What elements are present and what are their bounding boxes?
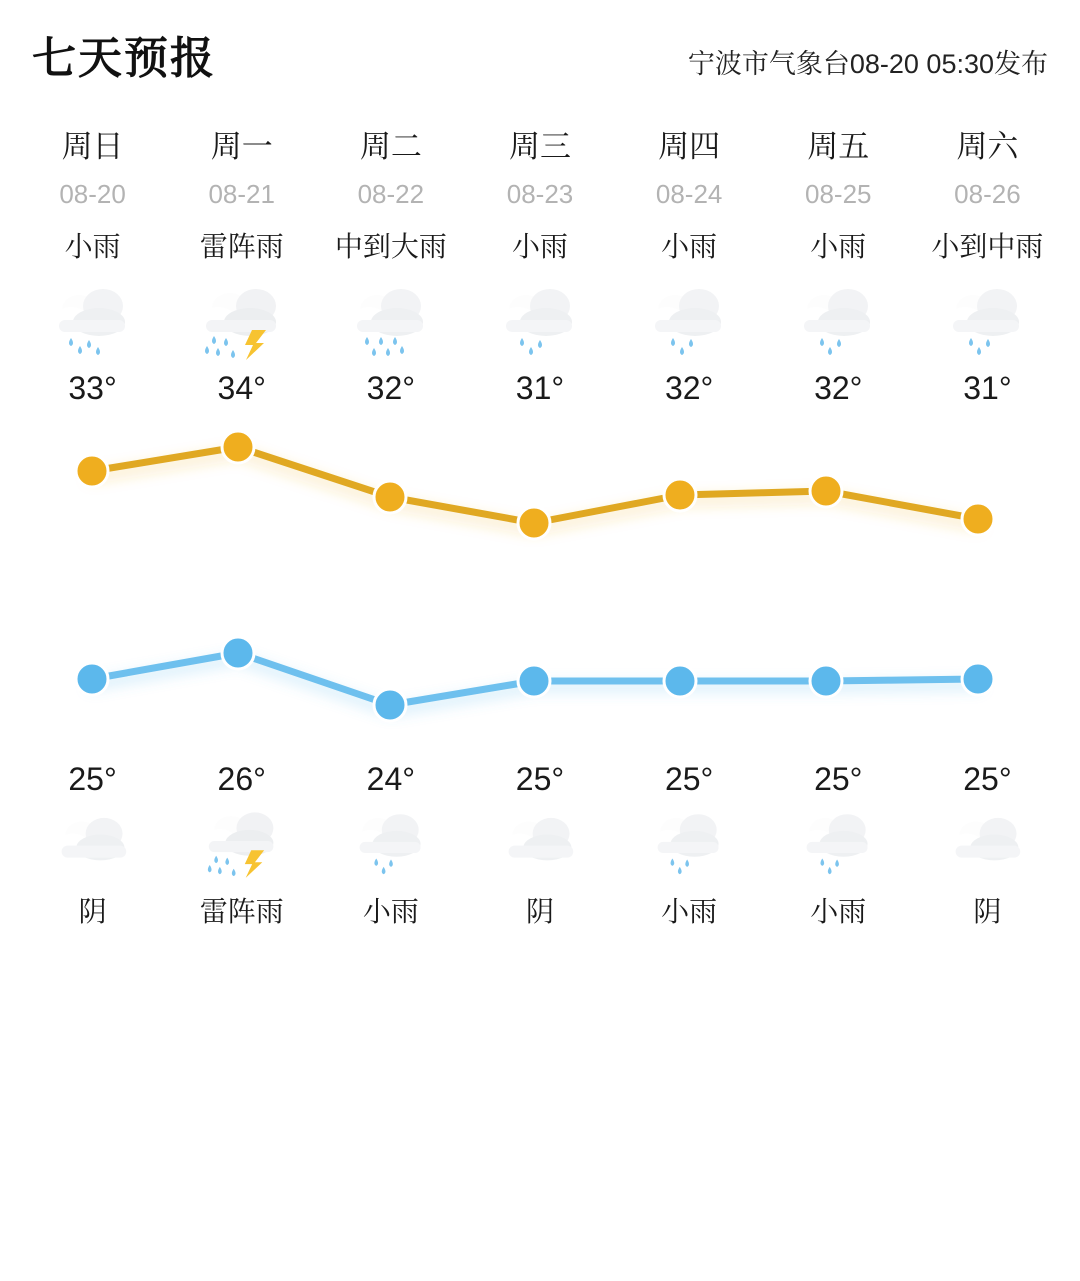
high-temp-label: 32° — [366, 369, 416, 406]
date-label: 08-25 — [805, 179, 872, 210]
thunderstorm-icon — [194, 804, 290, 878]
day-column[interactable] — [316, 128, 465, 165]
weekday-label: 周四 — [658, 129, 721, 164]
high-temp-cell — [465, 360, 614, 407]
night-icon-row — [0, 804, 1080, 878]
date-label: 08-23 — [506, 179, 574, 210]
condition-cell — [615, 878, 764, 930]
low-temp-cell — [615, 761, 764, 798]
condition-cell — [465, 210, 614, 264]
condition-cell — [764, 210, 913, 264]
condition-cell — [615, 210, 764, 264]
rain-light-icon — [786, 280, 890, 360]
icon-cell — [913, 804, 1062, 878]
day-condition-label: 小雨 — [64, 231, 121, 263]
low-temp-cell — [18, 761, 167, 798]
condition-cell — [18, 878, 167, 930]
icon-cell — [913, 280, 1062, 360]
weekday-label: 周六 — [956, 129, 1019, 164]
weekday-label: 周一 — [210, 129, 273, 164]
cloudy-icon — [45, 804, 141, 878]
date-label: 08-26 — [954, 179, 1021, 210]
icon-cell — [465, 280, 614, 360]
date-cell — [764, 165, 913, 210]
weekday-label: 周二 — [359, 129, 422, 164]
condition-cell — [18, 210, 167, 264]
icon-cell — [465, 804, 614, 878]
high-temp-cell — [167, 360, 316, 407]
condition-cell — [316, 878, 465, 930]
date-cell — [167, 165, 316, 210]
low-temp-cell — [167, 761, 316, 798]
day-condition-row — [0, 210, 1080, 264]
icon-cell — [167, 804, 316, 878]
high-temp-cell — [615, 360, 764, 407]
condition-cell — [167, 210, 316, 264]
rain-light-icon — [790, 804, 886, 878]
date-cell — [316, 165, 465, 210]
low-temp-label: 25° — [68, 760, 117, 797]
low-temp-label: 25° — [515, 760, 565, 797]
night-condition-row — [0, 878, 1080, 930]
high-temp-label: 32° — [664, 369, 714, 406]
day-condition-label: 小雨 — [661, 231, 718, 263]
date-label: 08-24 — [655, 179, 723, 210]
low-temp-cell — [316, 761, 465, 798]
date-label: 08-20 — [59, 179, 126, 210]
publisher-label: 宁波市气象台08-20 05:30发布 — [687, 49, 1048, 79]
weekday-label: 周日 — [61, 129, 124, 164]
forecast-grid — [0, 128, 1080, 930]
day-condition-label: 小雨 — [511, 231, 568, 263]
condition-cell — [167, 878, 316, 930]
day-column[interactable] — [615, 128, 764, 165]
day-column[interactable] — [465, 128, 614, 165]
high-temp-cell — [316, 360, 465, 407]
day-condition-label: 小雨 — [810, 231, 867, 263]
day-column[interactable] — [764, 128, 913, 165]
day-column[interactable] — [167, 128, 316, 165]
icon-cell — [18, 280, 167, 360]
thunderstorm-icon — [190, 280, 294, 360]
high-temp-label: 33° — [68, 369, 117, 406]
cloudy-icon — [492, 804, 588, 878]
temperature-line-chart — [0, 431, 1080, 761]
icon-cell — [764, 280, 913, 360]
date-label: 08-22 — [357, 179, 425, 210]
rain-light-icon — [488, 280, 592, 360]
date-cell — [18, 165, 167, 210]
temperature-chart-svg — [0, 431, 1080, 761]
day-column[interactable] — [913, 128, 1062, 165]
icon-cell — [316, 280, 465, 360]
condition-cell — [913, 878, 1062, 930]
low-temp-label: 25° — [664, 760, 714, 797]
date-cell — [465, 165, 614, 210]
icon-cell — [764, 804, 913, 878]
night-condition-label: 阴 — [525, 895, 554, 927]
condition-cell — [913, 210, 1062, 264]
high-temp-points — [76, 431, 994, 539]
rain-light-icon — [637, 280, 741, 360]
day-condition-label: 雷阵雨 — [199, 231, 284, 263]
icon-cell — [18, 804, 167, 878]
date-row — [0, 165, 1080, 210]
rain-light-icon — [935, 280, 1039, 360]
night-condition-label: 雷阵雨 — [199, 895, 284, 927]
day-condition-label: 中到大雨 — [334, 231, 447, 263]
night-condition-label: 小雨 — [810, 895, 867, 927]
date-cell — [615, 165, 764, 210]
low-temp-label: 24° — [366, 760, 416, 797]
low-temp-row — [0, 761, 1080, 798]
date-label: 08-21 — [208, 179, 275, 210]
high-temp-label: 34° — [217, 369, 266, 406]
weekday-label: 周五 — [807, 129, 870, 164]
high-temp-cell — [764, 360, 913, 407]
weekday-row — [0, 128, 1080, 165]
low-temp-label: 26° — [217, 760, 266, 797]
low-temp-cell — [913, 761, 1062, 798]
night-condition-label: 阴 — [973, 895, 1002, 927]
condition-cell — [316, 210, 465, 264]
high-temp-cell — [913, 360, 1062, 407]
condition-cell — [764, 878, 913, 930]
rain-light-icon — [343, 804, 439, 878]
high-temp-cell — [18, 360, 167, 407]
rain-moderate-icon — [339, 280, 443, 360]
cloudy-icon — [939, 804, 1035, 878]
high-temp-label: 31° — [963, 369, 1012, 406]
day-icon-row — [0, 280, 1080, 360]
rain-light-icon — [41, 280, 145, 360]
date-cell — [913, 165, 1062, 210]
high-temp-label: 32° — [814, 369, 863, 406]
rain-light-icon — [641, 804, 737, 878]
night-condition-label: 小雨 — [362, 895, 419, 927]
icon-cell — [615, 280, 764, 360]
condition-cell — [465, 878, 614, 930]
low-temp-label: 25° — [963, 760, 1012, 797]
high-temp-label: 31° — [515, 369, 565, 406]
low-temp-label: 25° — [814, 760, 863, 797]
night-condition-label: 小雨 — [661, 895, 718, 927]
low-temp-cell — [764, 761, 913, 798]
low-temp-cell — [465, 761, 614, 798]
high-temp-row — [0, 360, 1080, 407]
day-condition-label: 小到中雨 — [931, 231, 1044, 263]
weekday-label: 周三 — [508, 129, 571, 164]
day-column[interactable] — [18, 128, 167, 165]
night-condition-label: 阴 — [78, 895, 107, 927]
icon-cell — [615, 804, 764, 878]
page-title: 七天预报 — [32, 34, 216, 83]
header — [0, 0, 1080, 86]
icon-cell — [167, 280, 316, 360]
icon-cell — [316, 804, 465, 878]
